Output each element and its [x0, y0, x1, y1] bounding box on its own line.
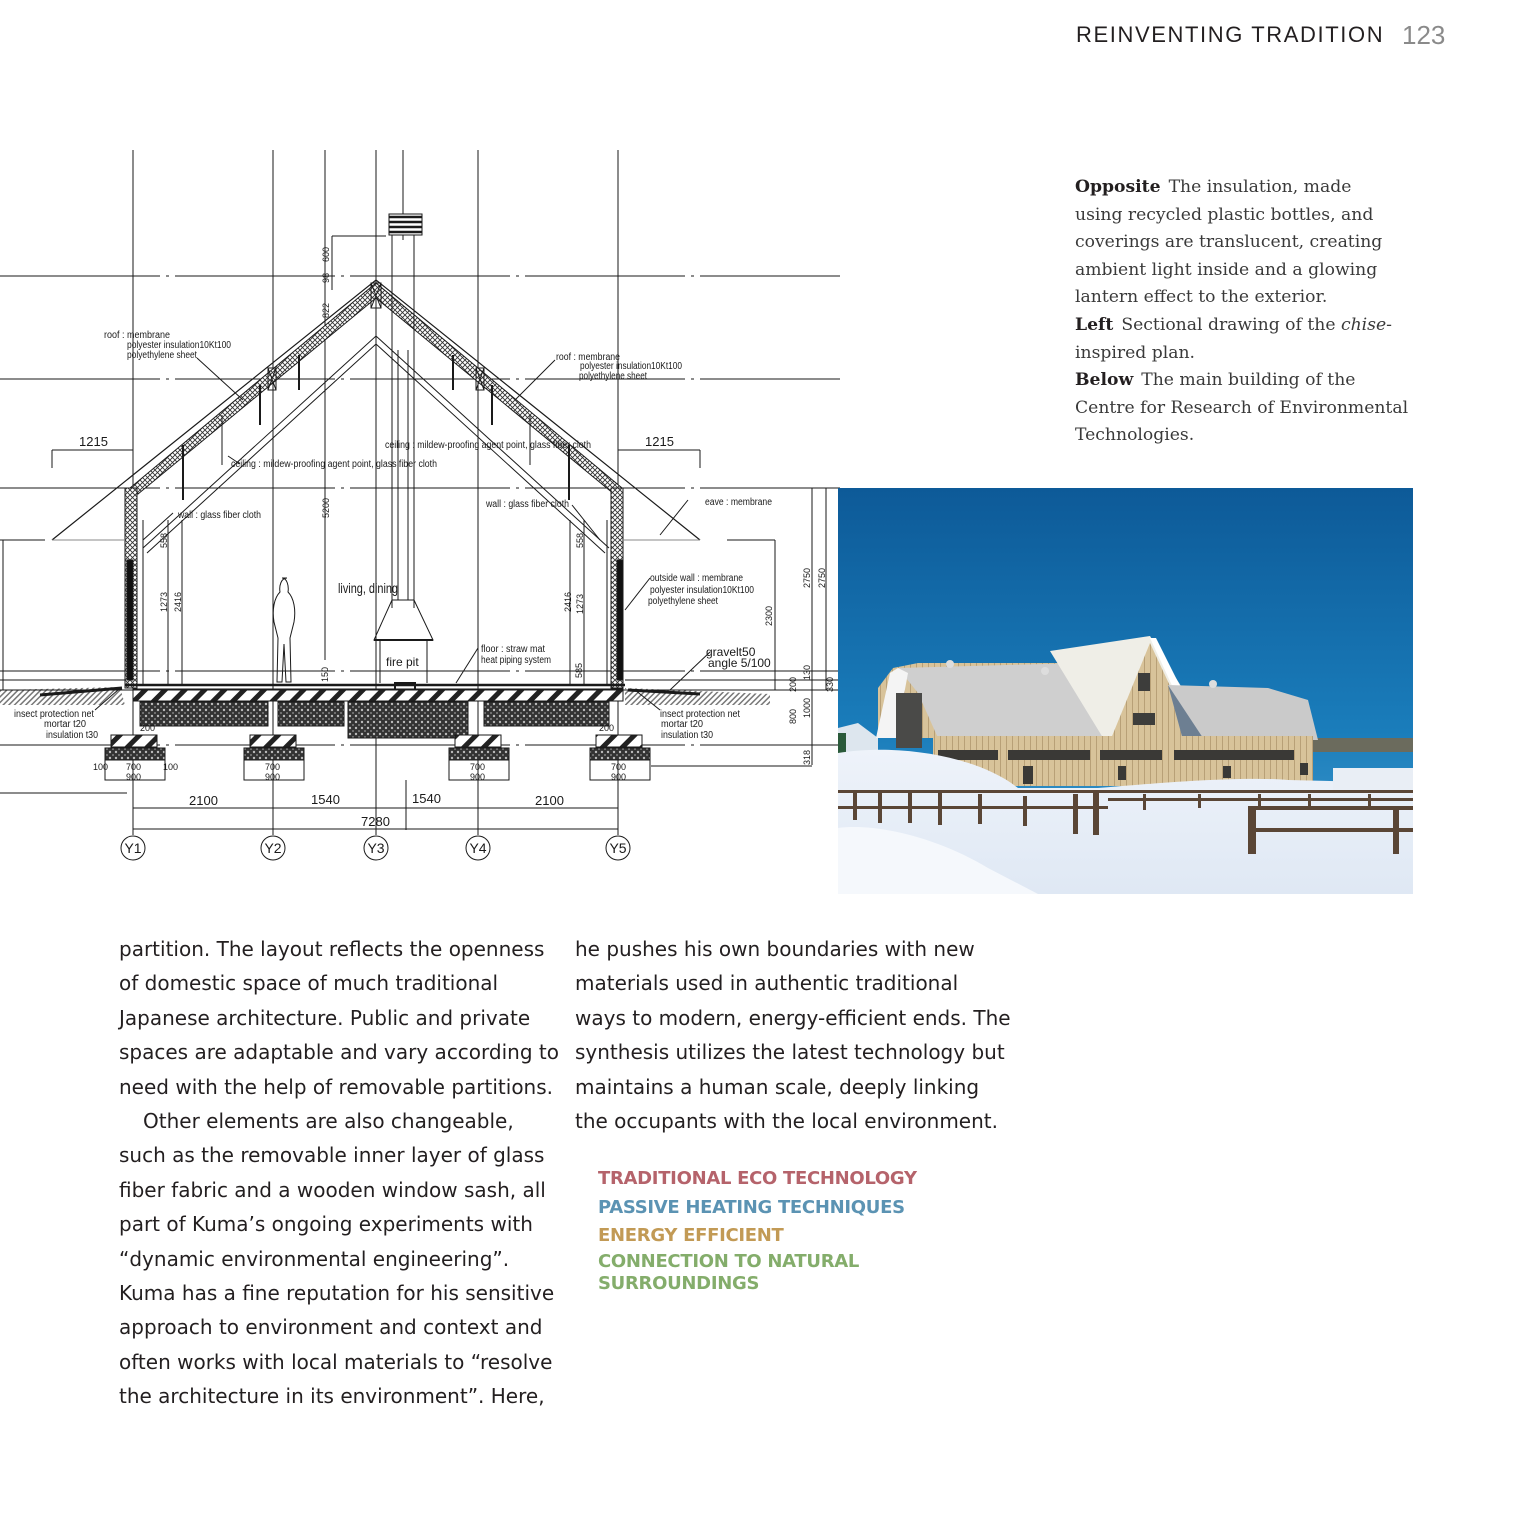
body-text-line: synthesis utilizes the latest technology but	[575, 1040, 1005, 1065]
body-text-line: Kuma has a fine reputation for his sensitive	[119, 1281, 555, 1306]
dimension-label: 558	[159, 532, 169, 548]
dimension-label: 150	[320, 666, 330, 682]
body-column-right	[575, 932, 1011, 1138]
body-text-line: often works with local materials to “resolve	[119, 1349, 553, 1374]
dimension-label: 100	[163, 762, 179, 772]
grid-label: Y5	[609, 840, 627, 856]
dimension-label: 1540	[311, 792, 340, 807]
body-text-line: approach to environment and context and	[119, 1315, 543, 1340]
dimension-label: 822	[321, 302, 331, 318]
body-text-line: the occupants with the local environment.	[575, 1109, 998, 1134]
dimension-label: 558	[575, 532, 585, 548]
grid-label: Y4	[469, 840, 487, 856]
dimension-label: 330	[825, 676, 835, 692]
theme-tags	[598, 1165, 917, 1295]
caption-text: The main building of the	[1141, 370, 1356, 391]
dimension-label: 2300	[764, 605, 774, 626]
caption-label-opposite: Opposite	[1075, 177, 1161, 197]
dimension-label: 600	[321, 246, 331, 262]
annotation-floor: floor : straw mat	[481, 644, 546, 655]
annotation-floor: heat piping system	[481, 655, 551, 666]
annotation-insect-left: insulation t30	[46, 730, 99, 741]
annotation-insect-right: mortar t20	[661, 719, 704, 730]
dimension-label: 700	[470, 762, 486, 772]
caption-text: using recycled plastic bottles, and	[1075, 204, 1374, 225]
tag-connection-to-natural-surroundings: SURROUNDINGS	[598, 1272, 760, 1294]
dimension-label: 900	[126, 772, 142, 782]
dimension-label: 900	[265, 772, 281, 782]
tag-passive-heating-techniques: PASSIVE HEATING TECHNIQUES	[598, 1196, 905, 1218]
annotation-insect-right: insulation t30	[661, 730, 714, 741]
annotation-roof-right: polyester insulation10Kt100	[580, 361, 683, 372]
annotation-outside-wall: outside wall : membrane	[650, 573, 744, 584]
dimension-label: 1000	[802, 697, 812, 718]
body-text-line: partition. The layout reflects the openness	[119, 937, 545, 961]
dimension-label: 2750	[817, 567, 827, 588]
dimension-label: 900	[470, 772, 486, 782]
dimension-label: 800	[788, 708, 798, 724]
annotation-ceiling-right: ceiling : mildew-proofing agent point, glass fiber cloth	[385, 440, 591, 451]
body-text-line: need with the help of removable partitions.	[119, 1074, 554, 1099]
dimension-label: 200	[788, 676, 798, 692]
caption-label-below: Below	[1075, 370, 1134, 391]
dimension-label: 1215	[645, 434, 674, 449]
body-text-line: Japanese architecture. Public and private	[119, 1005, 531, 1030]
dimension-label: 2100	[535, 793, 564, 808]
body-text-line: spaces are adaptable and vary according to	[119, 1040, 559, 1065]
caption-italic-term: chise	[1340, 314, 1387, 335]
dimension-label: 585	[574, 662, 584, 678]
annotation-roof-right: roof : membrane	[556, 352, 621, 363]
dimension-label: 2750	[802, 567, 812, 588]
dimension-label: 200	[140, 723, 156, 733]
grid-label: Y1	[124, 840, 142, 856]
caption-text: coverings are translucent, creating	[1075, 232, 1383, 253]
annotation-roof-left: roof : membrane	[104, 330, 171, 341]
dimension-label: 1215	[79, 434, 108, 449]
body-text-line: Other elements are also changeable,	[143, 1109, 514, 1134]
grid-label: Y2	[264, 840, 282, 856]
page-number: 123	[1402, 20, 1446, 50]
figure-captions	[1075, 174, 1420, 450]
dimension-label: 2100	[189, 793, 218, 808]
body-text-line: part of Kuma’s ongoing experiments with	[119, 1212, 533, 1237]
body-text-line: of domestic space of much traditional	[119, 971, 499, 996]
dimension-label: 1273	[575, 593, 585, 614]
annotation-insect-left: mortar t20	[44, 719, 87, 730]
annotation-insect-left: insect protection net	[14, 709, 95, 720]
fire-pit-label: fire pit	[386, 655, 419, 669]
body-text-line: such as the removable inner layer of glass	[119, 1143, 545, 1168]
caption-text: inspired plan.	[1075, 342, 1196, 363]
dimension-label: 1273	[159, 591, 169, 612]
running-head: REINVENTING TRADITION	[1076, 22, 1385, 47]
body-text-line: he pushes his own boundaries with new	[575, 937, 975, 961]
caption-text: The insulation, made	[1168, 177, 1352, 197]
caption-text: Technologies.	[1075, 425, 1195, 446]
body-text-line: the architecture in its environment”. Here,	[119, 1384, 545, 1409]
dimension-label: 100	[93, 762, 109, 772]
body-text-line: ways to modern, energy-efficient ends. The	[575, 1005, 1011, 1030]
dimension-label: 5200	[321, 497, 331, 518]
caption-label-left: Left	[1075, 314, 1114, 335]
annotation-insect-right: insect protection net	[660, 709, 741, 720]
annotation-wall-left: wall : glass fiber cloth	[177, 510, 261, 521]
annotation-ceiling-left: ceiling : mildew-proofing agent point, glass fiber cloth	[231, 459, 437, 470]
annotation-wall-right: wall : glass fiber cloth	[485, 499, 569, 510]
dimension-label: 900	[611, 772, 627, 782]
body-column-left	[119, 932, 559, 1414]
dimension-label: 2416	[173, 591, 183, 612]
body-text-line: fiber fabric and a wooden window sash, all	[119, 1177, 546, 1202]
building-photo	[838, 488, 1413, 894]
tag-connection-to-natural-surroundings: CONNECTION TO NATURAL	[598, 1250, 860, 1272]
dimension-label: 700	[126, 762, 142, 772]
dimension-label: 200	[599, 723, 615, 733]
tag-traditional-eco-technology: TRADITIONAL ECO TECHNOLOGY	[598, 1168, 917, 1189]
annotation-roof-left: polyester insulation10Kt100	[127, 340, 232, 351]
body-text-line: materials used in authentic traditional	[575, 971, 959, 996]
dimension-label: 1540	[412, 791, 441, 806]
dimension-label: 130	[802, 664, 812, 680]
sectional-drawing	[0, 148, 850, 868]
body-text-line: “dynamic environmental engineering”.	[119, 1246, 510, 1271]
annotation-gravel: angle 5/100	[708, 656, 771, 670]
annotation-roof-right: polyethylene sheet	[579, 371, 648, 382]
caption-text: lantern effect to the exterior.	[1075, 287, 1328, 308]
dimension-label: 700	[265, 762, 281, 772]
caption-text: -	[1386, 314, 1392, 335]
dimension-label: 318	[802, 749, 812, 765]
room-label: living, dining	[338, 580, 398, 596]
annotation-roof-left: polyethylene sheet	[127, 350, 198, 361]
annotation-outside-wall: polyester insulation10Kt100	[650, 585, 755, 596]
grid-label: Y3	[367, 840, 385, 856]
annotation-eave: eave : membrane	[705, 497, 773, 508]
caption-text: Centre for Research of Environmental	[1075, 397, 1409, 418]
dimension-label: 700	[611, 762, 627, 772]
caption-text: ambient light inside and a glowing	[1075, 259, 1378, 280]
caption-text: Sectional drawing of the	[1121, 314, 1341, 335]
annotation-gravel: gravelt50	[706, 645, 756, 659]
dimension-label: 2416	[563, 591, 573, 612]
dimension-label: 7280	[361, 814, 390, 829]
annotation-outside-wall: polyethylene sheet	[648, 596, 719, 607]
body-text-line: maintains a human scale, deeply linking	[575, 1074, 980, 1099]
tag-energy-efficient: ENERGY EFFICIENT	[598, 1225, 784, 1246]
dimension-label: 98	[321, 272, 331, 283]
